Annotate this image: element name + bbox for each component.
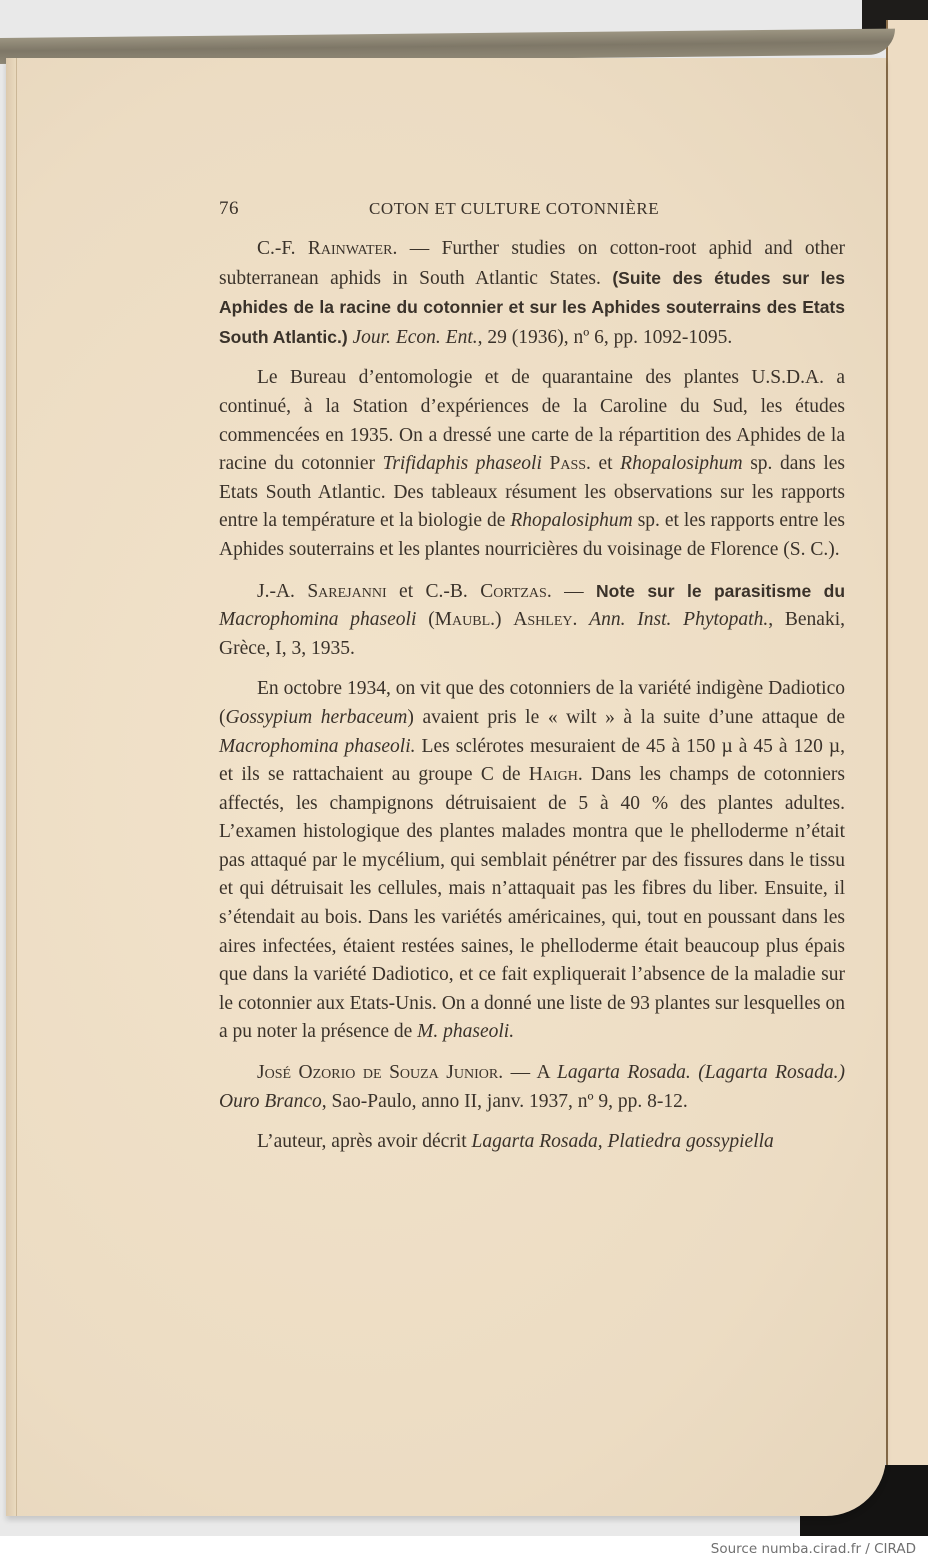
citation-author: C.-F. Rainwater.: [257, 238, 398, 259]
summary-sarejanni: En octobre 1934, on vit que des cotonniers de la variété indigène Dadiotico (Gossypium herbaceum) avaient pris le « wilt » à la suite d’une attaque de Macrophomina phaseoli. Les sclérotes mesuraient de 45 à 150 µ à 45 à 120 µ, et ils se rattachaient au groupe C de Haigh. Dans les champs de cotonniers affectés, les champignons détruisaient de 5 à 40 % des plantes adultes. L’examen histologique des plantes malades montra que le phelloderme n’était pas attaqué par le mycélium, qui semblait pénétrer par des fissures dans le tissu et qui détruisait les cellules, mais n’attaquait pas les fibres du liber. Ensuite, il s’étendait au bois. Dans les variétés américaines, qui, tout en poussant dans les aires infectées, étaient restées saines, le phelloderme était beaucoup plus épais que dans la variété Dadiotico, et ce fait expliquerait l’absence de la maladie sur le cotonnier aux Etats-Unis. On a donné une liste de 93 plantes sur lesquelles on a pu noter la présence de M. phaseoli.: [219, 678, 845, 1043]
page-content: [219, 195, 845, 1169]
citation-journal: Ann. Inst. Phytopath.: [589, 609, 769, 631]
page-left-edge: [6, 58, 17, 1516]
citation-ref: , 29 (1936), nº 6, pp. 1092-1095.: [477, 326, 733, 348]
adjacent-page-edge: [886, 20, 928, 1470]
citation-ref: , Benaki, Grèce, I, 3, 1935.: [219, 609, 845, 659]
citation-journal: Jour. Econ. Ent.: [352, 326, 478, 348]
citation-title-en: Further studies on cotton-root aphid and other subterranean aphids in South Atlantic States.: [219, 238, 846, 289]
page-number: 76: [219, 198, 239, 219]
running-head: [219, 195, 845, 235]
citation-coauthor: C.-B. Cortzas.: [425, 580, 552, 602]
citation-rainwater: C.-F. Rainwater. — Further studies on cotton-root aphid and other subterranean aphids in South Atlantic States. (Suite des études sur les Aphides de la racine du cotonnier et sur les Aphides souterrains des Etats South Atlantic.) Jour. Econ. Ent., 29 (1936), nº 6, pp. 1092-1095.: [219, 238, 846, 348]
citation-ref: , Sao-Paulo, anno II, janv. 1937, nº 9, pp. 8-12.: [321, 1090, 688, 1112]
citation-title: Lagarta Rosada. (Lagarta Rosada.) Ouro Branco: [219, 1062, 845, 1112]
source-credit: Source numba.cirad.fr / CIRAD: [710, 1541, 916, 1557]
citation-sarejanni: J.-A. Sarejanni et C.-B. Cortzas. — Note sur le parasitisme du Macrophomina phaseoli (Maubl.) Ashley. Ann. Inst. Phytopath., Benaki, Grèce, I, 3, 1935.: [219, 580, 846, 659]
citation-title: Note sur le parasitisme du: [596, 580, 846, 601]
citation-author: J.-A. Sarejanni: [257, 580, 387, 602]
citation-species: Macrophomina phaseoli: [219, 609, 417, 631]
citation-title-fr: (Suite des études sur les Aphides de la racine du cotonnier et sur les Aphides souterrains des Etats South Atlantic.): [219, 267, 846, 347]
citation-souza: José Ozorio de Souza Junior. — A Lagarta Rosada. (Lagarta Rosada.) Ouro Branco, Sao-Paulo, anno II, janv. 1937, nº 9, pp. 8-12.: [219, 1062, 845, 1112]
citation-author: José Ozorio de Souza Junior.: [257, 1062, 504, 1084]
running-title: COTON ET CULTURE COTONNIÈRE: [369, 199, 660, 218]
summary-rainwater: Le Bureau d’entomologie et de quarantaine des plantes U.S.D.A. a continué, à la Station d’expériences de la Caroline du Sud, les études commencées en 1935. On a dressé une carte de la répartition des Aphides de la racine du cotonnier Trifidaphis phaseoli Pass. et Rhopalosiphum sp. dans les Etats South Atlantic. Des tableaux résument les observations sur les rapports entre la température et la biologie de Rhopalosiphum sp. et les rapports entre les Aphides souterrains et les plantes nourricières du voisinage de Florence (S. C.).: [219, 367, 846, 560]
summary-souza: L’auteur, après avoir décrit Lagarta Rosada, Platiedra gossypiella: [257, 1131, 774, 1153]
